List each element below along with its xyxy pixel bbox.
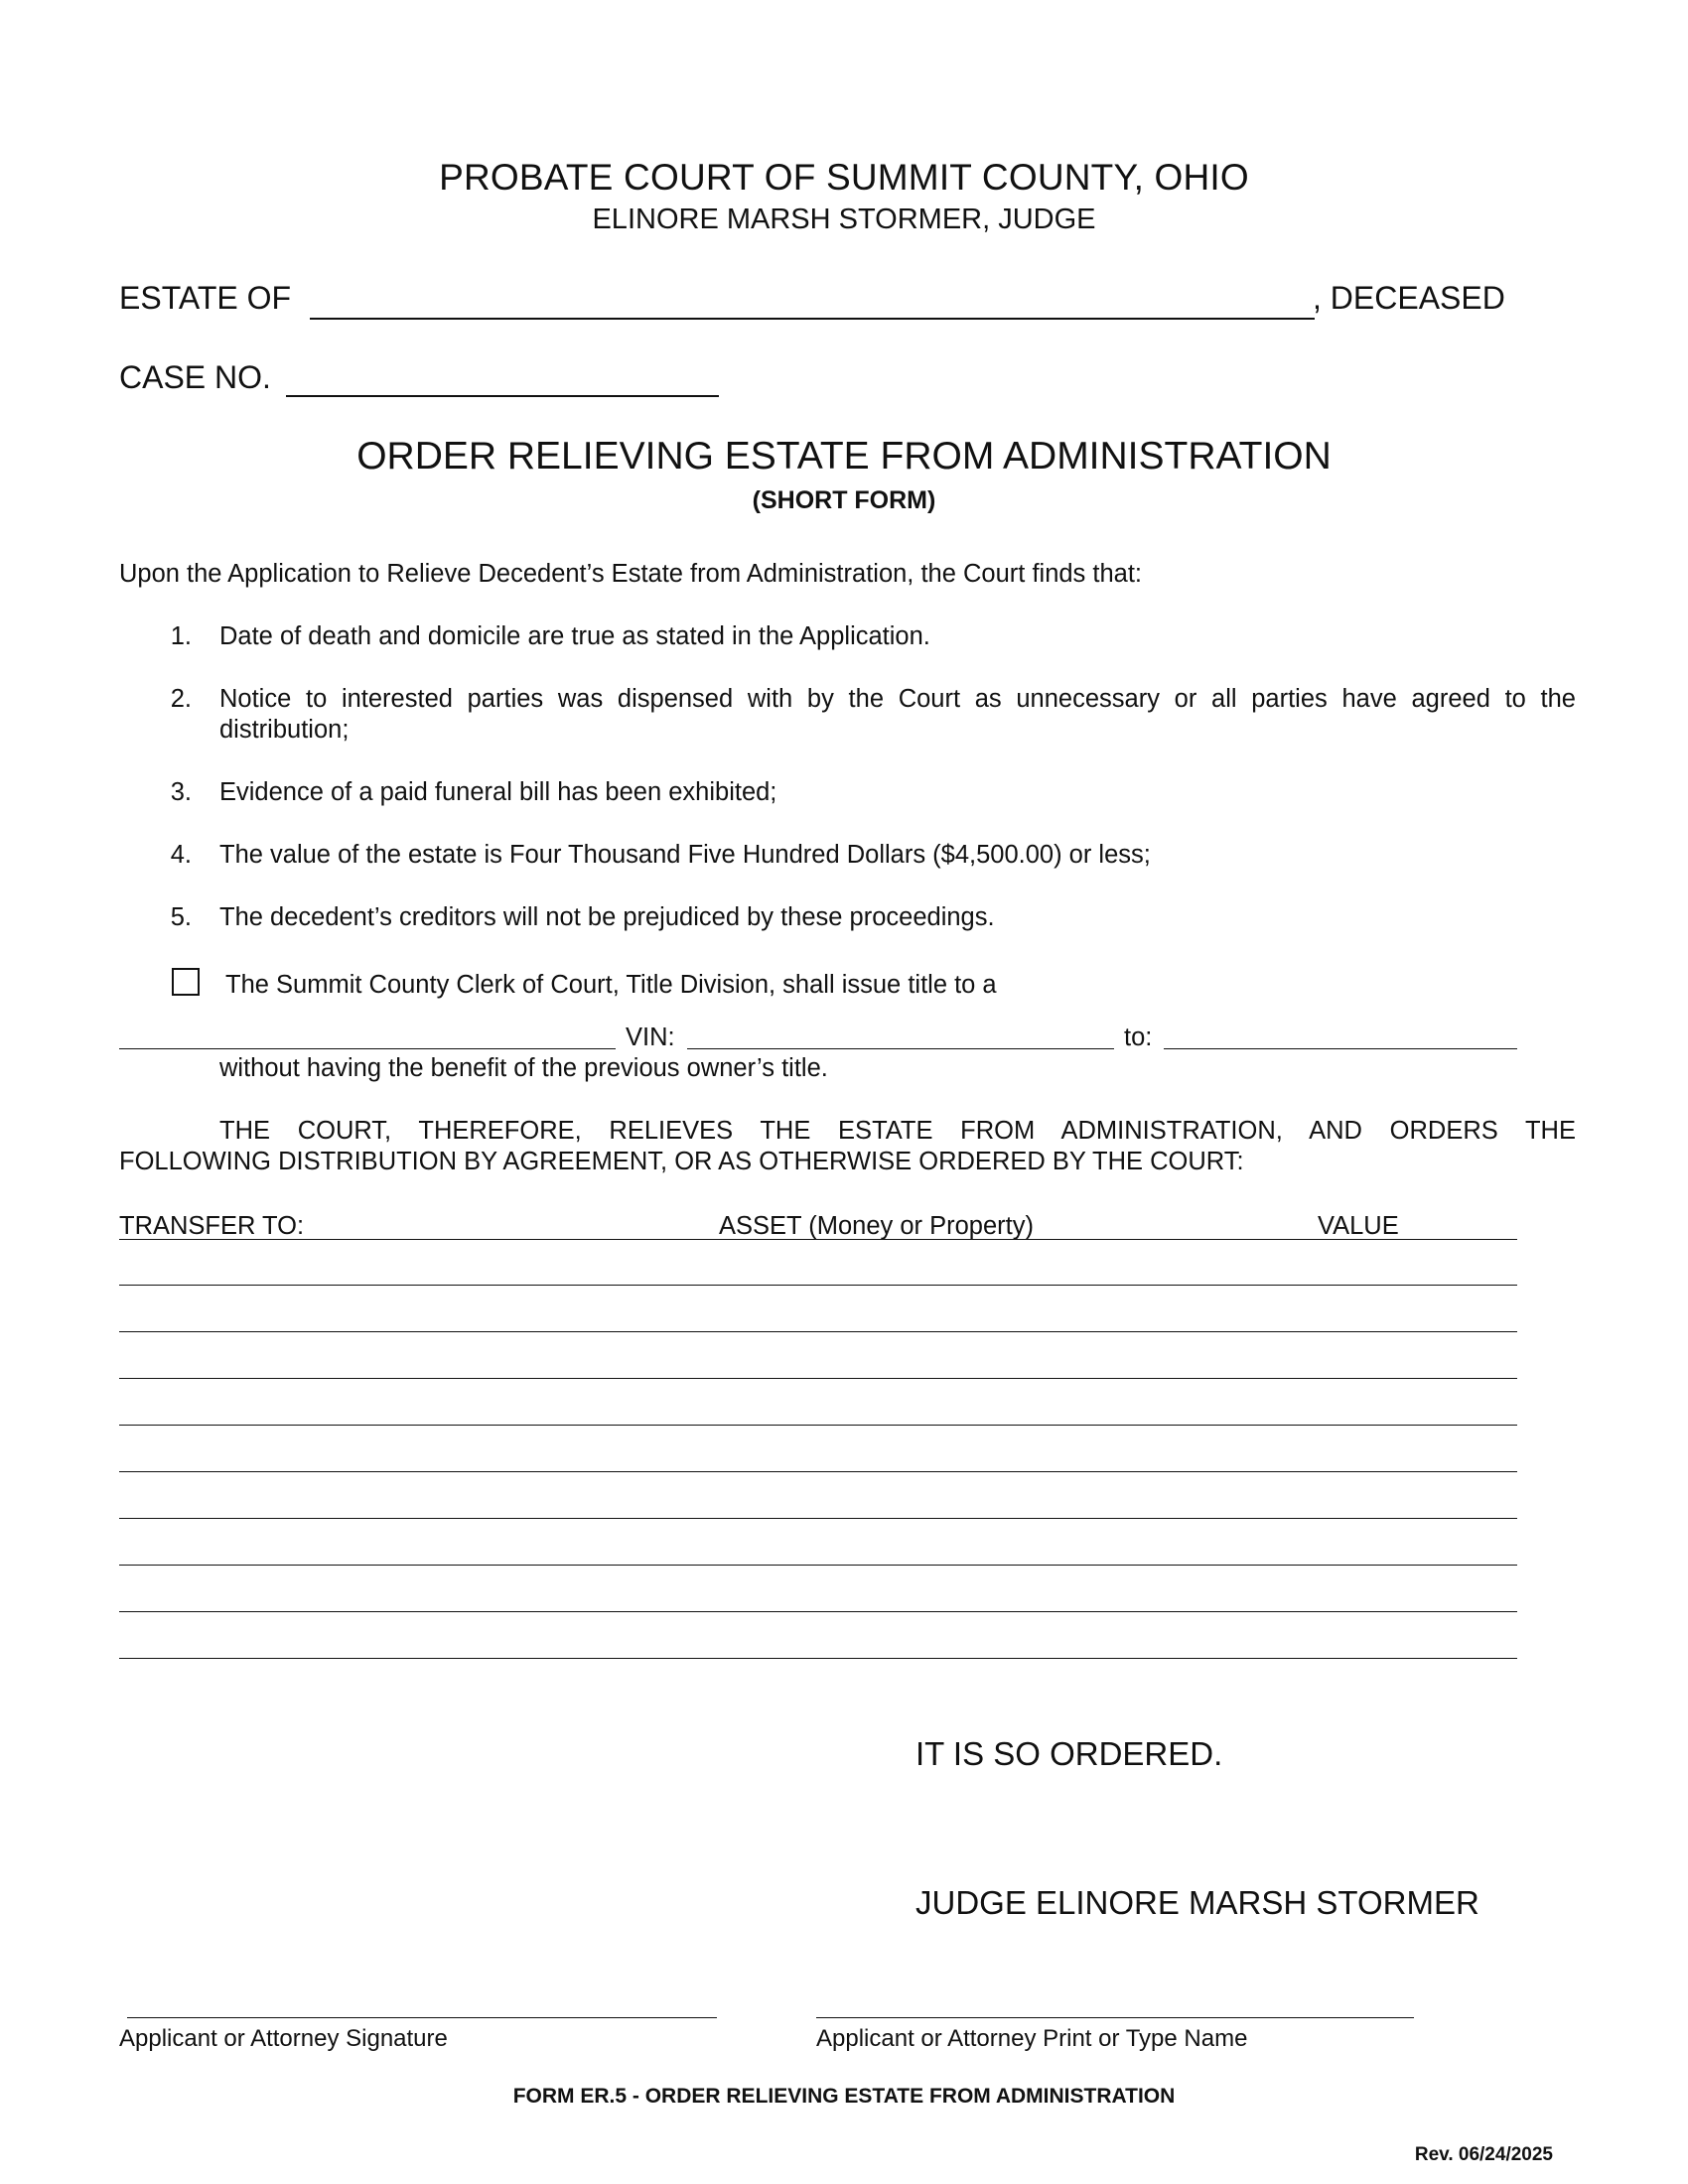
findings-intro: Upon the Application to Relieve Decedent’s Estate from Administration, the Court finds that: bbox=[119, 560, 1143, 588]
value-header: VALUE bbox=[1318, 1212, 1399, 1240]
finding-number: 3. bbox=[170, 778, 192, 806]
finding-text: The value of the estate is Four Thousand Five Hundred Dollars ($4,500.00) or less; bbox=[219, 841, 1151, 869]
finding-number: 5. bbox=[170, 903, 192, 931]
order-subtitle: (SHORT FORM) bbox=[752, 486, 936, 514]
case-number-label: CASE NO. bbox=[119, 359, 271, 395]
case-number-field[interactable] bbox=[286, 365, 719, 397]
relief-paragraph-line2: FOLLOWING DISTRIBUTION BY AGREEMENT, OR AS OTHERWISE ORDERED BY THE COURT: bbox=[119, 1148, 1244, 1175]
finding-text: Notice to interested parties was dispensed with by the Court as unnecessary or all parties have agreed to the bbox=[219, 685, 1576, 713]
court-judge-line: ELINORE MARSH STORMER, JUDGE bbox=[592, 204, 1096, 235]
estate-label: ESTATE OF bbox=[119, 280, 292, 316]
title-issue-text: The Summit County Clerk of Court, Title Division, shall issue title to a bbox=[225, 971, 997, 999]
distribution-table-header bbox=[119, 1211, 1517, 1240]
court-title: PROBATE COURT OF SUMMIT COUNTY, OHIO bbox=[439, 157, 1249, 198]
table-row[interactable] bbox=[119, 1253, 1517, 1286]
vehicle-field[interactable] bbox=[119, 1023, 616, 1049]
vin-field[interactable] bbox=[687, 1023, 1114, 1049]
applicant-signature-field[interactable] bbox=[127, 1987, 717, 2018]
transfer-to-header: TRANSFER TO: bbox=[119, 1212, 305, 1240]
applicant-print-name-field[interactable] bbox=[816, 1987, 1414, 2018]
title-issue-checkbox[interactable] bbox=[172, 968, 200, 996]
deceased-label: , DECEASED bbox=[1313, 280, 1505, 316]
finding-text: The decedent’s creditors will not be prejudiced by these proceedings. bbox=[219, 903, 995, 931]
table-row[interactable] bbox=[119, 1393, 1517, 1426]
table-row[interactable] bbox=[119, 1299, 1517, 1332]
judge-signature-name: JUDGE ELINORE MARSH STORMER bbox=[915, 1884, 1479, 1921]
table-row[interactable] bbox=[119, 1626, 1517, 1659]
revision-date: Rev. 06/24/2025 bbox=[1414, 2144, 1553, 2165]
table-row[interactable] bbox=[119, 1533, 1517, 1566]
finding-text-continued: distribution; bbox=[219, 716, 350, 744]
title-clause-continued: without having the benefit of the previous owner’s title. bbox=[219, 1054, 828, 1082]
finding-number: 4. bbox=[170, 841, 192, 869]
finding-text: Evidence of a paid funeral bill has been exhibited; bbox=[219, 778, 777, 806]
estate-name-field[interactable] bbox=[310, 288, 1315, 320]
to-label: to: bbox=[1124, 1024, 1153, 1051]
table-row[interactable] bbox=[119, 1579, 1517, 1612]
finding-text: Date of death and domicile are true as stated in the Application. bbox=[219, 622, 930, 650]
table-row[interactable] bbox=[119, 1486, 1517, 1519]
table-row[interactable] bbox=[119, 1439, 1517, 1472]
applicant-print-name-label: Applicant or Attorney Print or Type Name bbox=[816, 2025, 1248, 2052]
table-row[interactable] bbox=[119, 1346, 1517, 1379]
form-footer: FORM ER.5 - ORDER RELIEVING ESTATE FROM ADMINISTRATION bbox=[512, 2085, 1176, 2108]
order-title: ORDER RELIEVING ESTATE FROM ADMINISTRATION bbox=[356, 435, 1332, 478]
finding-number: 2. bbox=[170, 685, 192, 713]
transfer-recipient-field[interactable] bbox=[1164, 1023, 1517, 1049]
applicant-signature-label: Applicant or Attorney Signature bbox=[119, 2025, 448, 2052]
relief-paragraph-line1: THE COURT, THEREFORE, RELIEVES THE ESTATE FROM ADMINISTRATION, AND ORDERS THE bbox=[219, 1117, 1576, 1145]
so-ordered-text: IT IS SO ORDERED. bbox=[915, 1735, 1223, 1772]
vin-label: VIN: bbox=[626, 1024, 675, 1051]
finding-number: 1. bbox=[170, 622, 192, 650]
asset-header: ASSET (Money or Property) bbox=[719, 1212, 1034, 1240]
